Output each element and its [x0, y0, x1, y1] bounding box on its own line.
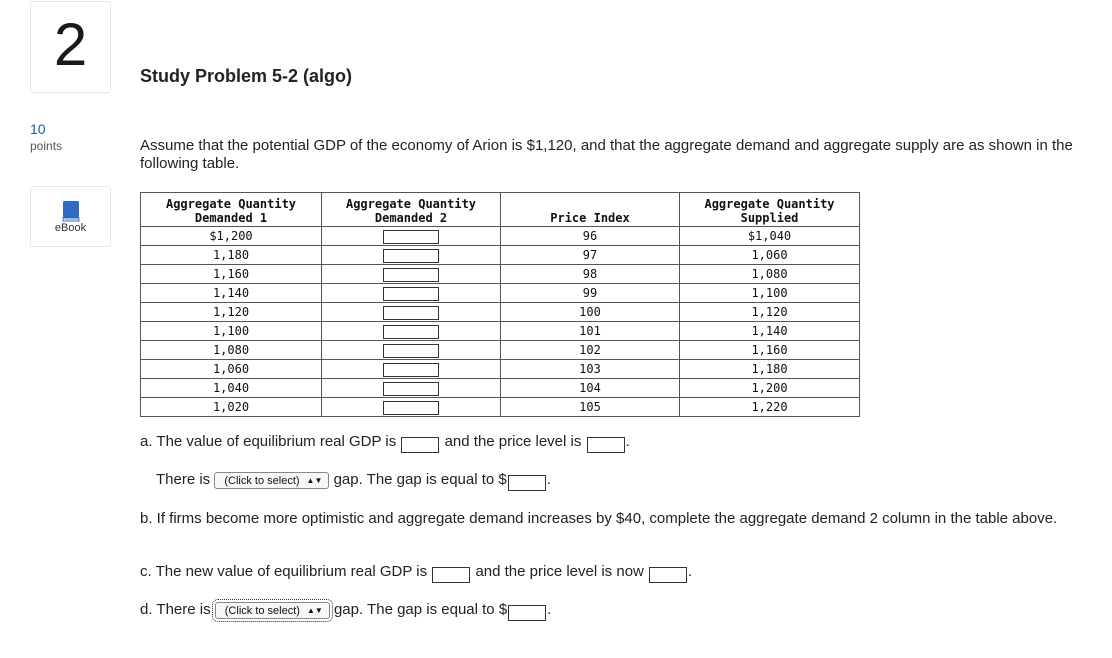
ad1-cell: 1,120	[141, 303, 322, 322]
part-c-line	[140, 563, 692, 583]
as-cell: $1,040	[680, 227, 860, 246]
price-cell: 102	[501, 341, 680, 360]
as-cell: 1,120	[680, 303, 860, 322]
ad2-input[interactable]	[383, 306, 439, 320]
part-a-text-3: .	[625, 433, 630, 450]
header-as: Aggregate Quantity Supplied	[680, 193, 860, 227]
new-price-level-input[interactable]	[649, 567, 687, 583]
as-cell: 1,180	[680, 360, 860, 379]
price-cell: 98	[501, 265, 680, 284]
ad2-input[interactable]	[383, 230, 439, 244]
points-value: 10	[30, 121, 46, 137]
price-level-input[interactable]	[587, 437, 625, 453]
header-price: Price Index	[501, 193, 680, 227]
price-cell: 105	[501, 398, 680, 417]
intro-text: Assume that the potential GDP of the economy of Arion is $1,120, and that the aggregate demand and aggregate supply are as shown in the following table.	[140, 137, 1073, 172]
part-c-text-3: .	[688, 563, 693, 580]
points-label: points	[30, 139, 63, 153]
table-row	[141, 398, 860, 417]
gap-select-1-label: (Click to select)	[224, 475, 300, 487]
ad1-cell: 1,020	[141, 398, 322, 417]
as-cell: 1,160	[680, 341, 860, 360]
part-d-text-2: gap. The gap is equal to $	[333, 601, 508, 618]
ad2-cell	[322, 227, 501, 246]
question-number-box	[30, 1, 111, 93]
gap-amount-input-1[interactable]	[508, 475, 546, 491]
ad1-cell: 1,180	[141, 246, 322, 265]
ad1-cell: 1,080	[141, 341, 322, 360]
ad2-cell	[322, 341, 501, 360]
ad2-input[interactable]	[383, 401, 439, 415]
ad2-input[interactable]	[383, 344, 439, 358]
equilibrium-gdp-input[interactable]	[401, 437, 439, 453]
price-cell: 100	[501, 303, 680, 322]
table-row	[141, 360, 860, 379]
ad2-cell	[322, 322, 501, 341]
header-ad2: Aggregate Quantity Demanded 2	[322, 193, 501, 227]
ebook-button[interactable]	[30, 186, 111, 247]
ad2-cell	[322, 303, 501, 322]
price-cell: 96	[501, 227, 680, 246]
part-a-text-2: and the price level is	[444, 433, 582, 450]
book-icon	[62, 200, 80, 222]
gap1-text-1: There is	[156, 471, 211, 488]
gap-amount-input-2[interactable]	[508, 605, 546, 621]
header-ad1: Aggregate Quantity Demanded 1	[141, 193, 322, 227]
up-down-arrows-icon: ▲▼	[306, 606, 323, 615]
question-number: 2	[53, 11, 88, 78]
as-cell: 1,080	[680, 265, 860, 284]
new-equilibrium-gdp-input[interactable]	[432, 567, 470, 583]
ad2-input[interactable]	[383, 249, 439, 263]
part-d-text-3: .	[547, 601, 552, 618]
ad1-cell: 1,100	[141, 322, 322, 341]
as-cell: 1,200	[680, 379, 860, 398]
price-cell: 99	[501, 284, 680, 303]
price-cell: 103	[501, 360, 680, 379]
part-c-text-1: c. The new value of equilibrium real GDP is	[140, 563, 428, 580]
table-header-row	[141, 193, 860, 227]
as-cell: 1,220	[680, 398, 860, 417]
ad2-cell	[322, 379, 501, 398]
ad1-cell: $1,200	[141, 227, 322, 246]
table-row	[141, 341, 860, 360]
part-a-line	[140, 433, 630, 453]
aggregate-table	[140, 192, 860, 417]
up-down-arrows-icon: ▲▼	[306, 476, 323, 485]
gap1-text-3: .	[546, 471, 551, 488]
gap-type-select-2[interactable]	[215, 602, 330, 619]
as-cell: 1,100	[680, 284, 860, 303]
price-cell: 104	[501, 379, 680, 398]
price-cell: 97	[501, 246, 680, 265]
ad2-cell	[322, 398, 501, 417]
gap-select-2-label: (Click to select)	[224, 605, 300, 617]
table-row	[141, 246, 860, 265]
page-title: Study Problem 5-2 (algo)	[140, 66, 353, 86]
table-row	[141, 379, 860, 398]
part-d-text-1: d. There is	[140, 601, 211, 618]
ad2-input[interactable]	[383, 363, 439, 377]
price-cell: 101	[501, 322, 680, 341]
part-a-text-1: a. The value of equilibrium real GDP is	[140, 433, 397, 450]
ad2-input[interactable]	[383, 268, 439, 282]
as-cell: 1,140	[680, 322, 860, 341]
ad2-input[interactable]	[383, 325, 439, 339]
ad2-cell	[322, 360, 501, 379]
ad2-cell	[322, 246, 501, 265]
gap-type-select-1[interactable]	[214, 472, 329, 489]
as-cell: 1,060	[680, 246, 860, 265]
table-row	[141, 284, 860, 303]
ad1-cell: 1,140	[141, 284, 322, 303]
ad1-cell: 1,060	[141, 360, 322, 379]
ebook-label: eBook	[54, 222, 87, 234]
ad2-input[interactable]	[383, 382, 439, 396]
part-b-text: b. If firms become more optimistic and aggregate demand increases by $40, complete the aggregate demand 2 column in the table above.	[140, 510, 1058, 527]
part-d-line	[140, 601, 551, 621]
table-row	[141, 322, 860, 341]
ad2-cell	[322, 284, 501, 303]
part-c-text-2: and the price level is now	[475, 563, 644, 580]
ad2-cell	[322, 265, 501, 284]
ad2-input[interactable]	[383, 287, 439, 301]
table-row	[141, 227, 860, 246]
table-row	[141, 303, 860, 322]
gap-line-1	[156, 471, 551, 491]
ad1-cell: 1,040	[141, 379, 322, 398]
ad1-cell: 1,160	[141, 265, 322, 284]
table-row	[141, 265, 860, 284]
gap1-text-2: gap. The gap is equal to $	[333, 471, 507, 488]
